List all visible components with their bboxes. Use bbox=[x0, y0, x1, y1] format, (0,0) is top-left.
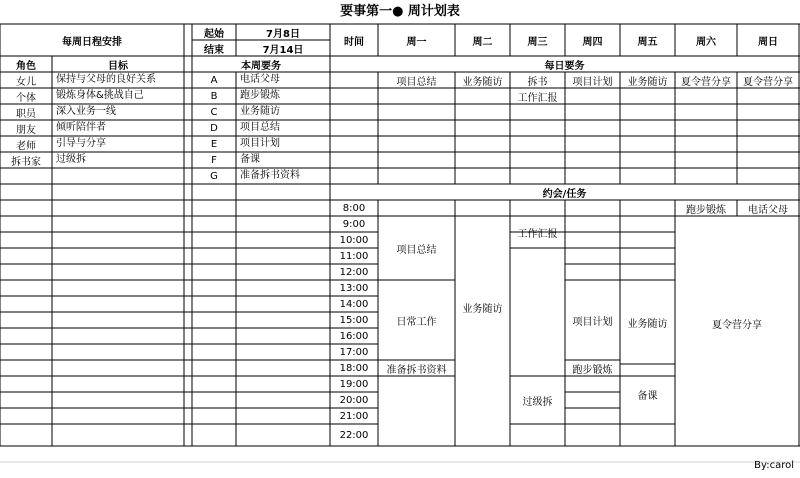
schedule-header: 每周日程安排 bbox=[62, 36, 122, 48]
goal-cell: 引导与分享 bbox=[56, 138, 106, 149]
appt-wed-report: 工作汇报 bbox=[517, 228, 558, 240]
weekly-header: 本周要务 bbox=[241, 60, 281, 72]
time-slot: 8:00 bbox=[342, 202, 366, 214]
appt-tue-visit: 业务随访 bbox=[462, 303, 503, 315]
daily-task-tue: 业务随访 bbox=[462, 76, 503, 88]
time-header: 时间 bbox=[344, 36, 364, 48]
daily-task-fri: 业务随访 bbox=[627, 76, 668, 88]
daily-task-mon: 项目总结 bbox=[396, 76, 437, 88]
weekly-key: C bbox=[210, 106, 218, 118]
page-title: 要事第一● 周计划表 bbox=[340, 4, 460, 19]
role-cell: 老师 bbox=[16, 140, 36, 152]
daily-header: 每日要务 bbox=[544, 60, 585, 72]
time-slot: 12:00 bbox=[339, 266, 369, 278]
role-cell: 个体 bbox=[16, 92, 36, 104]
weekly-task: 项目计划 bbox=[240, 138, 280, 149]
end-date: 7月14日 bbox=[262, 44, 304, 56]
weekly-key: E bbox=[210, 138, 218, 150]
appt-weekend-camp: 夏令营分享 bbox=[712, 319, 762, 331]
weekly-task: 备课 bbox=[240, 154, 260, 165]
role-header: 角色 bbox=[16, 60, 36, 72]
end-label: 结束 bbox=[204, 44, 224, 56]
appt-mon-prep: 准备拆书资料 bbox=[386, 364, 447, 376]
weekly-task: 跑步锻炼 bbox=[240, 90, 280, 101]
goal-cell: 倾听陪伴者 bbox=[56, 122, 106, 133]
weekly-task: 项目总结 bbox=[240, 122, 280, 133]
weekly-task: 电话父母 bbox=[240, 74, 280, 85]
time-slot: 19:00 bbox=[339, 378, 369, 390]
role-cell: 职员 bbox=[16, 108, 36, 120]
role-cell: 拆书家 bbox=[11, 156, 41, 168]
time-slot: 17:00 bbox=[339, 346, 369, 358]
weekly-key: G bbox=[210, 170, 218, 182]
appt-fri-visit: 业务随访 bbox=[627, 318, 668, 330]
day-header-sat: 周六 bbox=[696, 36, 716, 48]
appt-mon-daily-work: 日常工作 bbox=[396, 316, 437, 328]
daily-task-wed: 拆书 bbox=[527, 76, 548, 88]
goal-cell: 深入业务一线 bbox=[56, 106, 116, 117]
goal-cell: 保持与父母的良好关系 bbox=[56, 74, 156, 85]
start-label: 起始 bbox=[204, 28, 224, 40]
day-header-fri: 周五 bbox=[637, 36, 658, 48]
goal-cell: 锻炼身体&挑战自己 bbox=[56, 90, 144, 101]
role-cell: 女儿 bbox=[16, 76, 36, 88]
signature: By:carol bbox=[754, 460, 794, 471]
weekly-key: D bbox=[210, 122, 218, 134]
day-header-mon: 周一 bbox=[406, 36, 427, 48]
weekly-key: F bbox=[211, 154, 217, 166]
appt-fri-prep: 备课 bbox=[637, 390, 658, 402]
day-header-sun: 周日 bbox=[758, 36, 778, 48]
goal-header: 目标 bbox=[108, 60, 128, 72]
appt-wed-bookclub: 过级拆 bbox=[522, 396, 553, 408]
time-slot: 15:00 bbox=[339, 314, 369, 326]
appt-thu-plan: 项目计划 bbox=[572, 316, 613, 328]
time-slot: 18:00 bbox=[339, 362, 369, 374]
time-slot: 11:00 bbox=[339, 250, 369, 262]
time-slot: 13:00 bbox=[339, 282, 369, 294]
daily-task-sun: 夏令营分享 bbox=[743, 76, 793, 88]
day-header-thu: 周四 bbox=[582, 36, 603, 48]
appt-sat-top: 跑步锻炼 bbox=[686, 204, 726, 216]
time-slot: 22:00 bbox=[339, 429, 369, 441]
weekly-task: 业务随访 bbox=[240, 106, 280, 117]
day-header-wed: 周三 bbox=[527, 36, 548, 48]
weekly-key: A bbox=[210, 74, 218, 86]
day-header-tue: 周二 bbox=[472, 36, 493, 48]
time-slot: 9:00 bbox=[342, 218, 366, 230]
time-slot: 10:00 bbox=[339, 234, 369, 246]
time-slot: 20:00 bbox=[339, 394, 369, 406]
appt-sun-top: 电话父母 bbox=[748, 204, 788, 216]
daily-task-thu: 项目计划 bbox=[572, 76, 613, 88]
start-date: 7月8日 bbox=[266, 28, 300, 40]
daily-task-wed-2: 工作汇报 bbox=[517, 92, 558, 104]
goal-cell: 过级拆 bbox=[56, 154, 86, 165]
time-slot: 14:00 bbox=[339, 298, 369, 310]
time-slot: 21:00 bbox=[339, 410, 369, 422]
time-slot: 16:00 bbox=[339, 330, 369, 342]
role-cell: 朋友 bbox=[16, 124, 36, 136]
appointments-header: 约会/任务 bbox=[542, 188, 587, 200]
appt-mon-project-summary: 项目总结 bbox=[396, 244, 437, 256]
appt-thu-run: 跑步锻炼 bbox=[572, 364, 613, 376]
weekly-key: B bbox=[210, 90, 218, 102]
daily-task-sat: 夏令营分享 bbox=[681, 76, 731, 88]
weekly-task: 准备拆书资料 bbox=[240, 170, 300, 181]
